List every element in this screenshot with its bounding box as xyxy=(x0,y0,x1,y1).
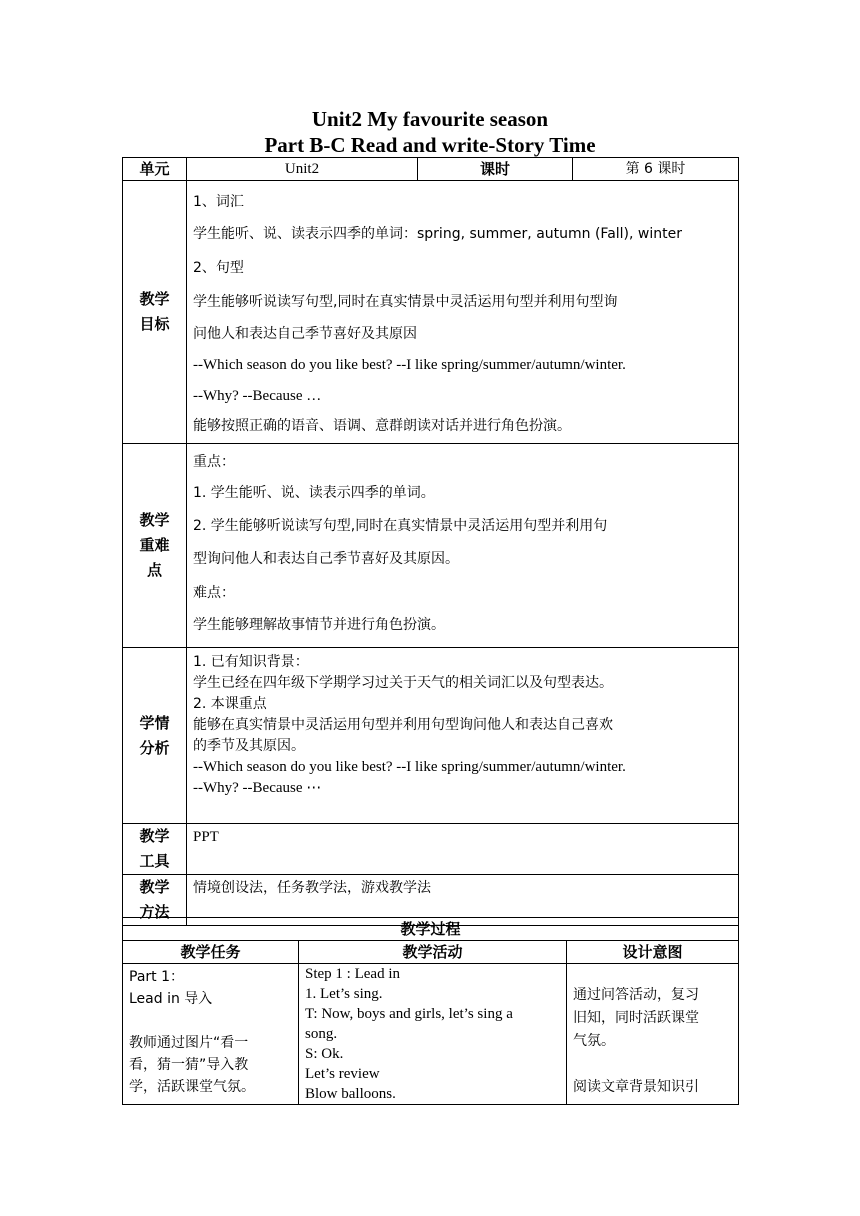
activity-line: S: Ok. xyxy=(305,1046,344,1062)
task-cell xyxy=(123,964,299,1105)
unit-value: Unit2 xyxy=(187,158,418,181)
column-activity-header: 教学活动 xyxy=(299,941,567,964)
analysis-line: --Which season do you like best? --I like spring/summer/autumn/winter. xyxy=(193,759,626,775)
task-line: 教师通过图片“看一 xyxy=(129,1035,249,1051)
objective-line: 2、句型 xyxy=(193,260,244,276)
key-point-line: 1. 学生能听、说、读表示四季的单词。 xyxy=(193,485,435,501)
intent-line xyxy=(573,1053,732,1076)
lesson-value: 第 6 课时 xyxy=(573,158,739,181)
task-line: Lead in 导入 xyxy=(129,991,213,1007)
objective-line: 1、词汇 xyxy=(193,194,244,210)
objective-line: 问他人和表达自己季节喜好及其原因 xyxy=(193,326,417,342)
process-heading: 教学过程 xyxy=(123,918,739,941)
analysis-line: --Why? --Because ⋯ xyxy=(193,780,322,796)
teaching-process-table xyxy=(122,917,739,1105)
task-line: Part 1： xyxy=(129,969,184,985)
methods-value: 情境创设法，任务教学法，游戏教学法 xyxy=(187,875,739,926)
tools-label: 教学 工具 xyxy=(123,824,187,875)
lesson-label: 课时 xyxy=(418,158,573,181)
intent-cell xyxy=(567,964,739,1105)
analysis-line: 2. 本课重点 xyxy=(193,696,267,712)
key-point-line: 重点： xyxy=(193,454,235,470)
tools-value: PPT xyxy=(187,824,739,875)
key-point-line: 2. 学生能够听说读写句型,同时在真实情景中灵活运用句型并利用句 xyxy=(193,518,608,534)
intent-line: 旧知，同时活跃课堂 xyxy=(573,1010,699,1026)
activity-line: Step 1 : Lead in xyxy=(305,966,400,982)
analysis-line: 1. 已有知识背景： xyxy=(193,654,309,670)
analysis-line: 能够在真实情景中灵活运用句型并利用句型询问他人和表达自己喜欢 xyxy=(193,717,613,733)
key-points-label: 教学 重难 点 xyxy=(123,444,187,648)
unit-label: 单元 xyxy=(123,158,187,181)
key-point-line: 难点： xyxy=(193,585,235,601)
lesson-plan-table xyxy=(122,157,739,926)
objective-line: 能够按照正确的语音、语调、意群朗读对话并进行角色扮演。 xyxy=(193,418,571,434)
intent-line: 通过问答活动，复习 xyxy=(573,987,699,1003)
key-point-line: 型询问他人和表达自己季节喜好及其原因。 xyxy=(193,551,459,567)
task-line xyxy=(129,1010,292,1032)
activity-line: song. xyxy=(305,1026,338,1042)
methods-label: 教学 方法 xyxy=(123,875,187,926)
task-line: 看，猜一猜”导入教 xyxy=(129,1057,249,1073)
activity-line: 1. Let’s sing. xyxy=(305,986,383,1002)
objective-line: --Which season do you like best? --I like spring/summer/autumn/winter. xyxy=(193,357,626,373)
intent-line: 气氛。 xyxy=(573,1033,615,1049)
document-title: Unit2 My favourite season xyxy=(311,107,549,131)
intent-line: 阅读文章背景知识引 xyxy=(573,1079,699,1095)
key-points-content xyxy=(187,444,739,648)
column-intent-header: 设计意图 xyxy=(567,941,739,964)
analysis-line: 学生已经在四年级下学期学习过关于天气的相关词汇以及句型表达。 xyxy=(193,675,613,691)
task-line: 学，活跃课堂气氛。 xyxy=(129,1079,255,1095)
analysis-content xyxy=(187,648,739,824)
objectives-content xyxy=(187,181,739,444)
activity-line: Blow balloons. xyxy=(305,1086,396,1102)
objective-line: --Why? --Because … xyxy=(193,388,322,404)
document-subtitle: Part B-C Read and write-Story Time xyxy=(264,133,596,157)
objectives-label: 教学 目标 xyxy=(123,181,187,444)
key-point-line: 学生能够理解故事情节并进行角色扮演。 xyxy=(193,617,445,633)
analysis-line: 的季节及其原因。 xyxy=(193,738,305,754)
objective-line: 学生能听、说、读表示四季的单词：spring, summer, autumn (Fall), winter xyxy=(193,226,682,242)
analysis-label: 学情 分析 xyxy=(123,648,187,824)
activity-line: T: Now, boys and girls, let’s sing a xyxy=(305,1006,513,1022)
column-task-header: 教学任务 xyxy=(123,941,299,964)
activity-cell xyxy=(299,964,567,1105)
objective-line: 学生能够听说读写句型,同时在真实情景中灵活运用句型并利用句型询 xyxy=(193,294,618,310)
activity-line: Let’s review xyxy=(305,1066,380,1082)
